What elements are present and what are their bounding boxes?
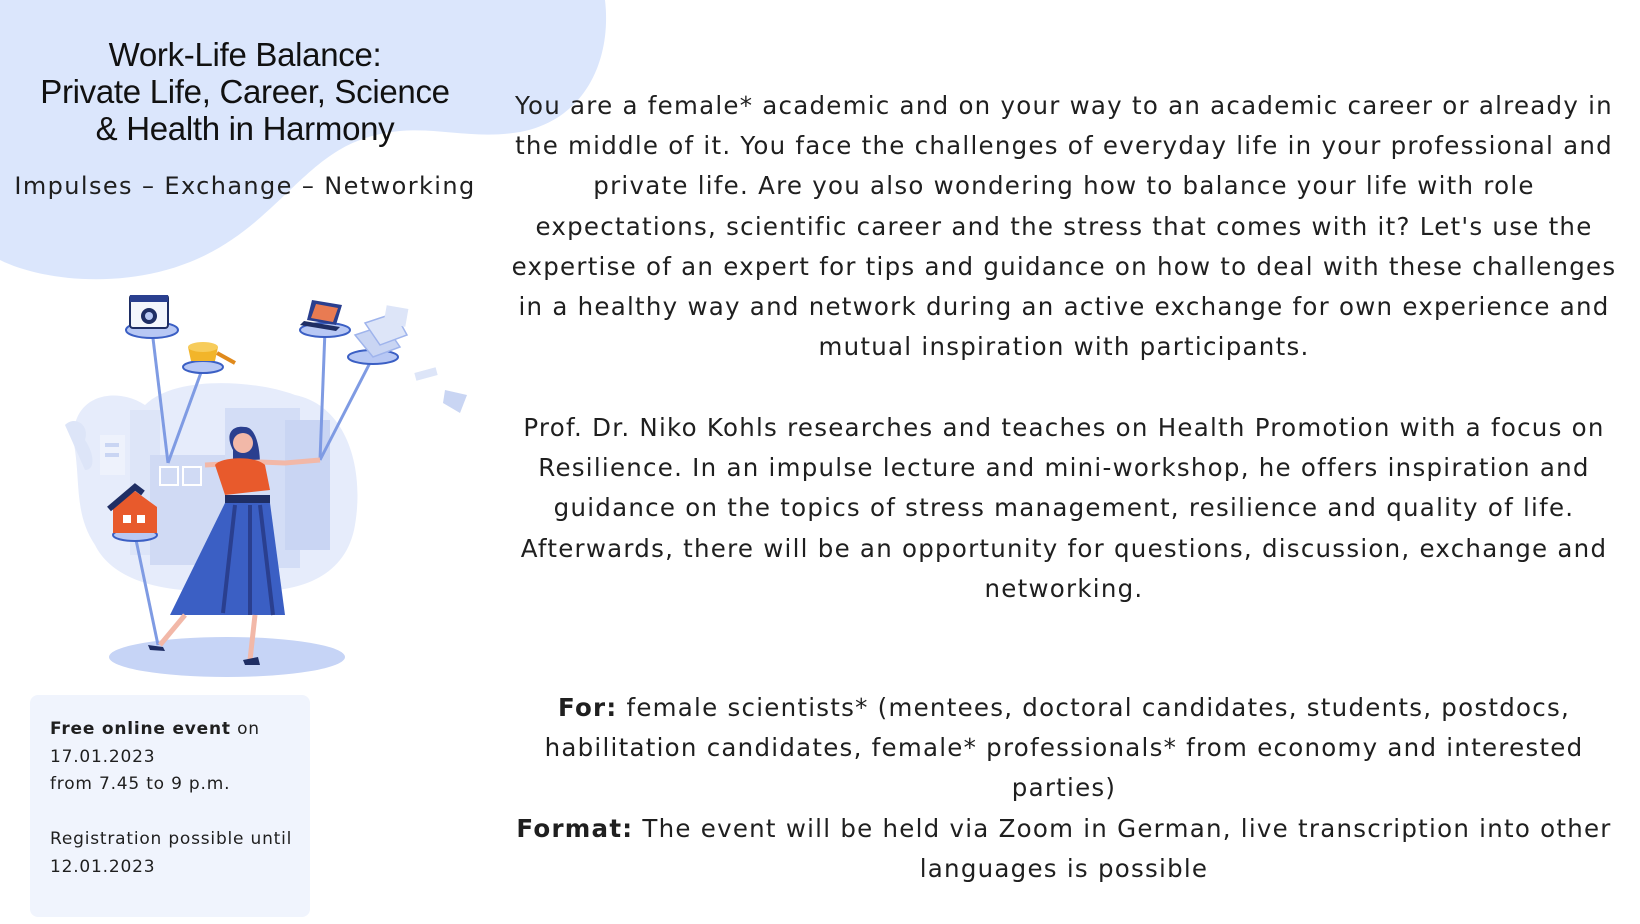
page-subtitle: Impulses – Exchange – Networking bbox=[14, 172, 476, 200]
title-line-3: & Health in Harmony bbox=[95, 110, 395, 147]
registration-label: Registration possible until bbox=[50, 829, 293, 849]
format-text: The event will be held via Zoom in German, live transcription into other languages is possible bbox=[633, 813, 1612, 883]
washing-machine-icon bbox=[130, 295, 168, 328]
format-label: Format: bbox=[516, 813, 634, 843]
audience-line bbox=[500, 688, 1628, 809]
event-date: 17.01.2023 bbox=[50, 746, 156, 767]
registration-date: 12.01.2023 bbox=[50, 856, 156, 877]
cooking-pot-icon bbox=[188, 342, 235, 363]
event-on: on bbox=[230, 719, 260, 739]
description-paragraph-2 bbox=[500, 408, 1628, 609]
juggling-woman-illustration bbox=[55, 295, 475, 690]
audience-and-format bbox=[500, 688, 1628, 889]
for-label: For: bbox=[557, 693, 618, 722]
event-label: Free online event bbox=[50, 719, 231, 739]
page-title bbox=[10, 36, 480, 147]
title-line-2: Private Life, Career, Science bbox=[40, 73, 450, 110]
format-line bbox=[500, 809, 1628, 889]
event-time: from 7.45 to 9 p.m. bbox=[50, 774, 231, 794]
intro-text: You are a female* academic and on your way to an academic career or already in the middle of it. You face the challenges of everyday life in your professional and private life. Are you also wondering how to balance your life with role expectations, scientific career and the stress that comes with it? Let's use the expertise of an expert for tips and guidance on how to deal with these challenges in a healthy way and network during an active exchange for own experience and mutual inspiration with participants. bbox=[511, 91, 1617, 362]
event-type bbox=[50, 716, 305, 744]
description-paragraph-1 bbox=[500, 86, 1628, 367]
title-line-1: Work-Life Balance: bbox=[108, 36, 382, 73]
event-info bbox=[50, 716, 305, 881]
speaker-text: Prof. Dr. Niko Kohls researches and teaches on Health Promotion with a focus on Resilience. In an impulse lecture and mini-workshop, he offers inspiration and guidance on the topics of stress management, resilience and quality of life. Afterwards, there will be an opportunity for questions, discussion, exchange and networking. bbox=[520, 413, 1608, 603]
for-text: female scientists* (mentees, doctoral candidates, students, postdocs, habilitation candidates, female* professionals* from economy and interested parties) bbox=[544, 693, 1584, 803]
